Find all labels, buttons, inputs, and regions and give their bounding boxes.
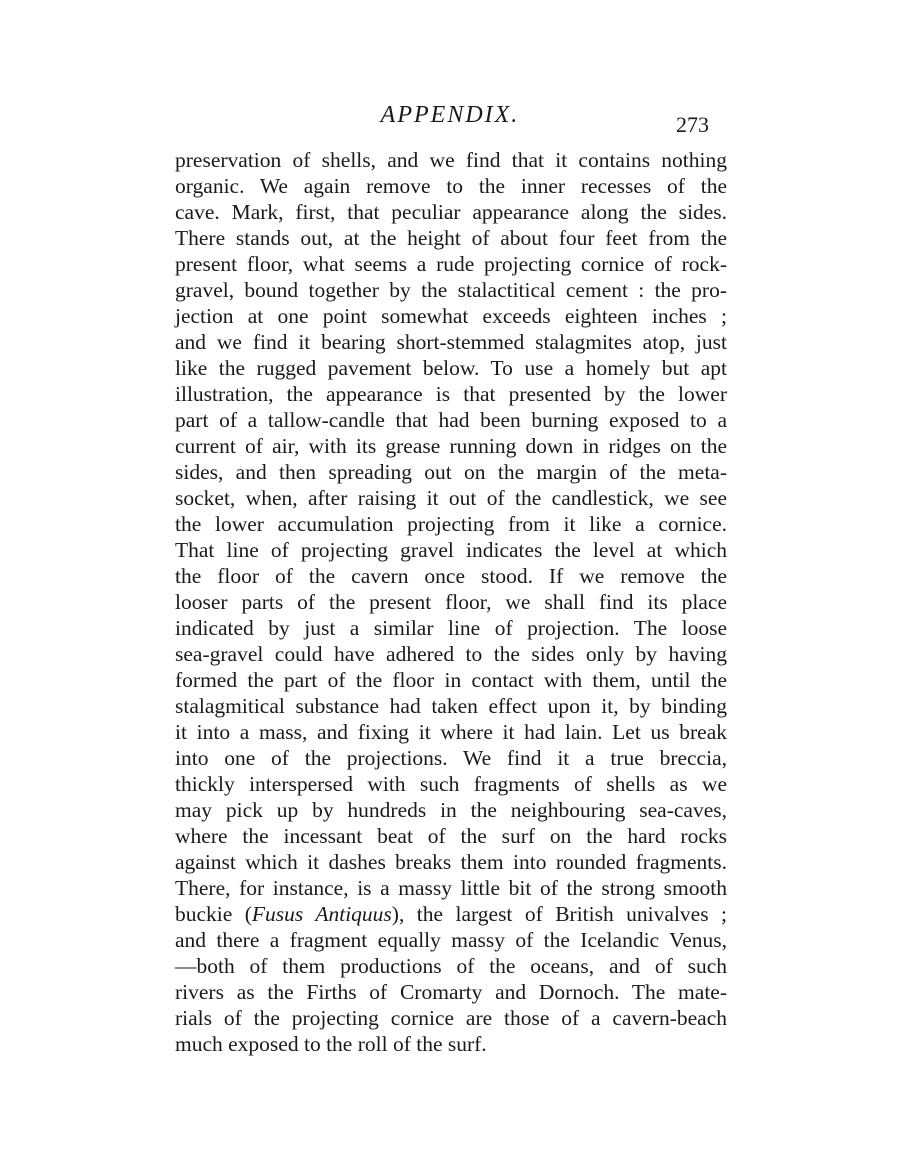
text-line: There, for instance, is a massy little bit of the strong smooth: [175, 876, 727, 900]
text-line: and we find it bearing short-stemmed stalagmites atop, just: [175, 330, 727, 354]
text-line: organic. We again remove to the inner recesses of the: [175, 174, 727, 198]
text-line: the lower accumulation projecting from it like a cornice.: [175, 512, 727, 536]
text-line: sides, and then spreading out on the margin of the meta-: [175, 460, 727, 484]
line-text-after: ), the largest of British univalves ;: [391, 902, 727, 926]
text-line: thickly interspersed with such fragments of shells as we: [175, 772, 727, 796]
text-line: sea-gravel could have adhered to the sides only by having: [175, 642, 727, 666]
text-line-last: much exposed to the roll of the surf.: [175, 1032, 487, 1056]
text-line: socket, when, after raising it out of the candlestick, we see: [175, 486, 727, 510]
text-line: part of a tallow-candle that had been burning exposed to a: [175, 408, 727, 432]
text-line: the floor of the cavern once stood. If we remove the: [175, 564, 727, 588]
text-line: indicated by just a similar line of projection. The loose: [175, 616, 727, 640]
text-line: rials of the projecting cornice are those of a cavern-beach: [175, 1006, 727, 1030]
text-line: preservation of shells, and we find that it contains nothing: [175, 148, 727, 172]
text-line: stalagmitical substance had taken effect upon it, by binding: [175, 694, 727, 718]
text-line: and there a fragment equally massy of the Icelandic Venus,: [175, 928, 727, 952]
text-line: —both of them productions of the oceans, and of such: [175, 954, 727, 978]
line-text-before: buckie (: [175, 902, 252, 926]
text-line: That line of projecting gravel indicates the level at which: [175, 538, 727, 562]
text-line: current of air, with its grease running down in ridges on the: [175, 434, 727, 458]
text-line: into one of the projections. We find it a true breccia,: [175, 746, 727, 770]
text-line: illustration, the appearance is that presented by the lower: [175, 382, 727, 406]
text-line: formed the part of the floor in contact with them, until the: [175, 668, 727, 692]
text-line: There stands out, at the height of about four feet from the: [175, 226, 727, 250]
text-line: looser parts of the present floor, we shall find its place: [175, 590, 727, 614]
text-line: may pick up by hundreds in the neighbouring sea-caves,: [175, 798, 727, 822]
text-line: cave. Mark, first, that peculiar appearance along the sides.: [175, 200, 727, 224]
page-number: 273: [676, 112, 709, 137]
text-line-with-italic: [175, 901, 727, 927]
species-name-italic: Fusus Antiquus: [251, 902, 392, 926]
text-line: gravel, bound together by the stalactitical cement : the pro-: [175, 278, 727, 302]
text-line: like the rugged pavement below. To use a homely but apt: [175, 356, 727, 380]
body-text: [175, 147, 727, 1057]
text-line: jection at one point somewhat exceeds eighteen inches ;: [175, 304, 727, 328]
text-line: where the incessant beat of the surf on the hard rocks: [175, 824, 727, 848]
text-line: it into a mass, and fixing it where it had lain. Let us break: [175, 720, 727, 744]
text-line: against which it dashes breaks them into rounded fragments.: [175, 850, 727, 874]
text-line: rivers as the Firths of Cromarty and Dornoch. The mate-: [175, 980, 727, 1004]
text-line: present floor, what seems a rude projecting cornice of rock-: [175, 252, 727, 276]
running-head: APPENDIX.: [380, 102, 520, 128]
